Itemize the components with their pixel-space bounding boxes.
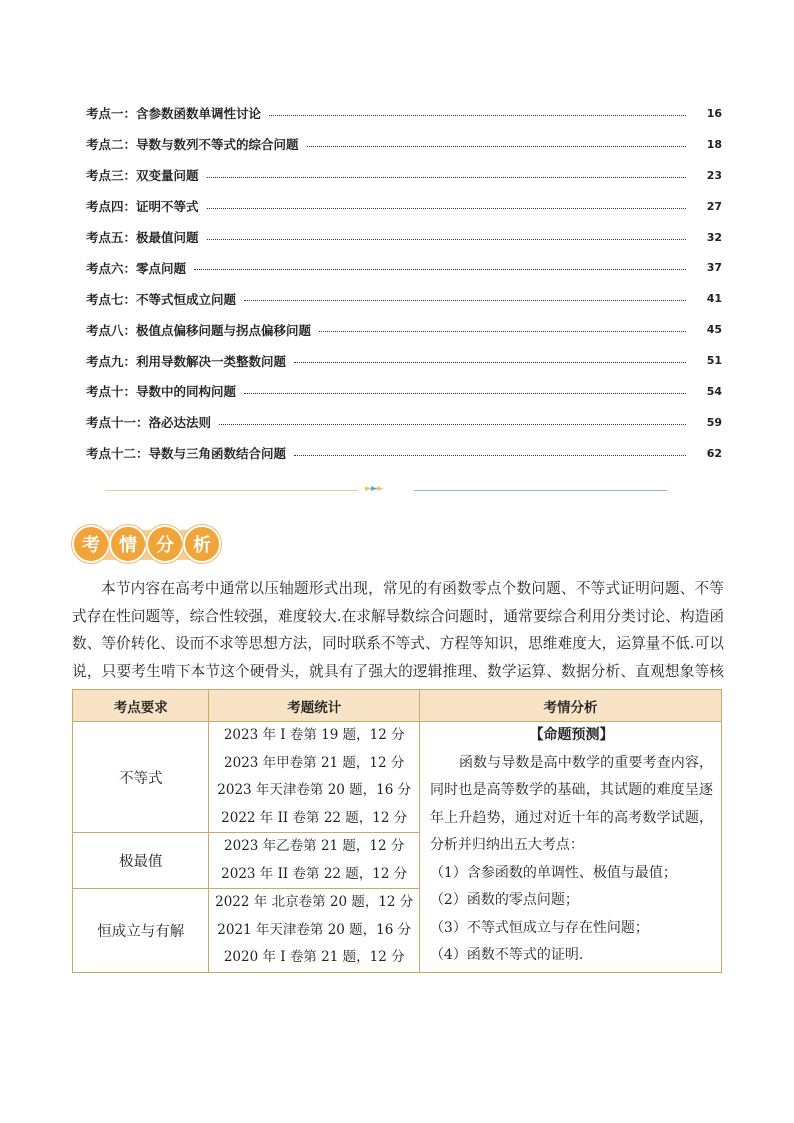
toc-leader (244, 393, 686, 394)
toc-leader (319, 331, 686, 332)
toc-entry-page: 54 (706, 384, 722, 398)
stats-line: 2022 年 北京卷第 20 题，12 分 (215, 894, 414, 910)
toc-entry-title: 考点十：导数中的同构问题 (86, 384, 237, 400)
toc-entry-title: 考点二：导数与数列不等式的综合问题 (86, 137, 299, 153)
stats-line: 2023 年 II 卷第 22 题，12 分 (221, 865, 408, 882)
badge-char: 情 (109, 525, 147, 563)
analysis-item: （4）函数不等式的证明. (429, 947, 584, 963)
toc-entry-title: 考点六：零点问题 (86, 260, 187, 276)
toc-entry[interactable] (86, 376, 722, 407)
toc-entry-page: 23 (706, 168, 722, 182)
toc-entry[interactable] (86, 252, 722, 283)
analysis-title: 【命题预测】 (529, 727, 614, 743)
toc-entry-title: 考点十一：洛必达法则 (86, 415, 212, 431)
knowledge-point-cell: 恒成立与有解 (73, 889, 209, 973)
exam-analysis-table (72, 689, 722, 973)
knowledge-point-cell: 极最值 (73, 833, 209, 889)
stats-line: 2023 年 I 卷第 19 题，12 分 (223, 727, 405, 743)
analysis-cell (419, 722, 721, 973)
stats-line: 2023 年乙卷第 21 题，12 分 (224, 838, 405, 854)
toc-entry-page: 32 (706, 230, 722, 244)
analysis-item: （1）含参函数的单调性、极值与最值； (429, 864, 677, 881)
header-cell: 考点要求 (73, 690, 209, 722)
toc-entry-title: 考点九：利用导数解决一类整数问题 (86, 353, 287, 369)
toc-entry-page: 59 (706, 415, 722, 429)
toc-entry[interactable] (86, 283, 722, 314)
section-divider (105, 484, 667, 494)
toc-entry-page: 16 (706, 106, 722, 120)
toc-entry-title: 考点三：双变量问题 (86, 168, 199, 184)
stats-line: 2023 年甲卷第 21 题，12 分 (224, 754, 405, 771)
toc-entry[interactable] (86, 98, 722, 129)
toc-entry-title: 考点一：含参数函数单调性讨论 (86, 106, 262, 122)
toc-entry-title: 考点八：极值点偏移问题与拐点偏移问题 (86, 322, 312, 338)
badge-char: 分 (146, 525, 184, 563)
toc-entry-page: 62 (706, 446, 722, 460)
table-of-contents (86, 98, 722, 469)
toc-entry-page: 27 (706, 199, 722, 213)
toc-entry-title: 考点七：不等式恒成立问题 (86, 291, 237, 307)
toc-entry-title: 考点十二：导数与三角函数结合问题 (86, 446, 287, 462)
toc-leader (194, 269, 686, 270)
section-heading-badge (72, 520, 220, 568)
toc-leader (219, 424, 686, 425)
table-row (73, 722, 722, 833)
toc-leader (207, 208, 686, 209)
toc-entry-page: 41 (706, 292, 722, 306)
intro-paragraph: 本节内容在高考中通常以压轴题形式出现，常见的有函数零点个数问题、不等式证明问题、不等式存在性问题等，综合性较强，难度较大.在求解导数综合问题时，通常要综合利用分类讨论、构造函数、等价转化、设而不求等思想方法，同时联系不等式、方程等知识，思维难度大，运算量不低.可以说，只要考生啃下本节这个硬骨头，就具有了强大的逻辑推理、数学运算、数据分析、直观想象等核 (72, 580, 724, 680)
divider-line-left (105, 490, 358, 491)
toc-entry-page: 37 (706, 261, 722, 275)
toc-leader (307, 146, 686, 147)
toc-entry[interactable] (86, 314, 722, 345)
stats-line: 2022 年 II 卷第 22 题，12 分 (221, 809, 408, 826)
toc-entry[interactable] (86, 345, 722, 376)
badge-char: 析 (183, 525, 221, 563)
toc-entry[interactable] (86, 191, 722, 222)
header-cell: 考情分析 (419, 690, 721, 722)
toc-entry[interactable] (86, 129, 722, 160)
knowledge-point-cell: 不等式 (73, 722, 209, 833)
stats-line: 2023 年天津卷第 20 题，16 分 (217, 782, 412, 798)
toc-entry[interactable] (86, 407, 722, 438)
toc-entry-page: 51 (706, 354, 722, 368)
toc-leader (244, 300, 686, 301)
stats-cell (209, 889, 419, 973)
toc-leader (294, 455, 686, 456)
toc-leader (207, 177, 686, 178)
toc-entry[interactable] (86, 160, 722, 191)
divider-line-right (414, 490, 667, 491)
header-cell: 考题统计 (209, 690, 419, 722)
toc-leader (294, 362, 686, 363)
stats-line: 2020 年 I 卷第 21 题，12 分 (223, 949, 405, 965)
toc-leader (269, 115, 686, 116)
analysis-item: （2）函数的零点问题； (429, 892, 579, 908)
toc-entry-page: 18 (706, 137, 722, 151)
analysis-body: 函数与导数是高中数学的重要考查内容，同时也是高等数学的基础，其试题的难度呈逐年上升趋势，通过对近十年的高考数学试题，分析并归纳出五大考点： (429, 754, 713, 853)
divider-arrows-icon: ►►► (365, 484, 383, 494)
stats-cell (209, 833, 419, 889)
toc-entry-page: 45 (706, 323, 722, 337)
stats-cell (209, 722, 419, 833)
stats-line: 2021 年天津卷第 20 题，16 分 (217, 921, 412, 938)
toc-entry[interactable] (86, 438, 722, 469)
table-header-row (73, 690, 722, 722)
toc-entry-title: 考点四：证明不等式 (86, 199, 199, 215)
toc-entry-title: 考点五：极最值问题 (86, 230, 199, 245)
analysis-item: （3）不等式恒成立与存在性问题； (429, 919, 649, 936)
toc-entry[interactable] (86, 222, 722, 253)
badge-char: 考 (72, 525, 110, 563)
toc-leader (207, 239, 686, 240)
